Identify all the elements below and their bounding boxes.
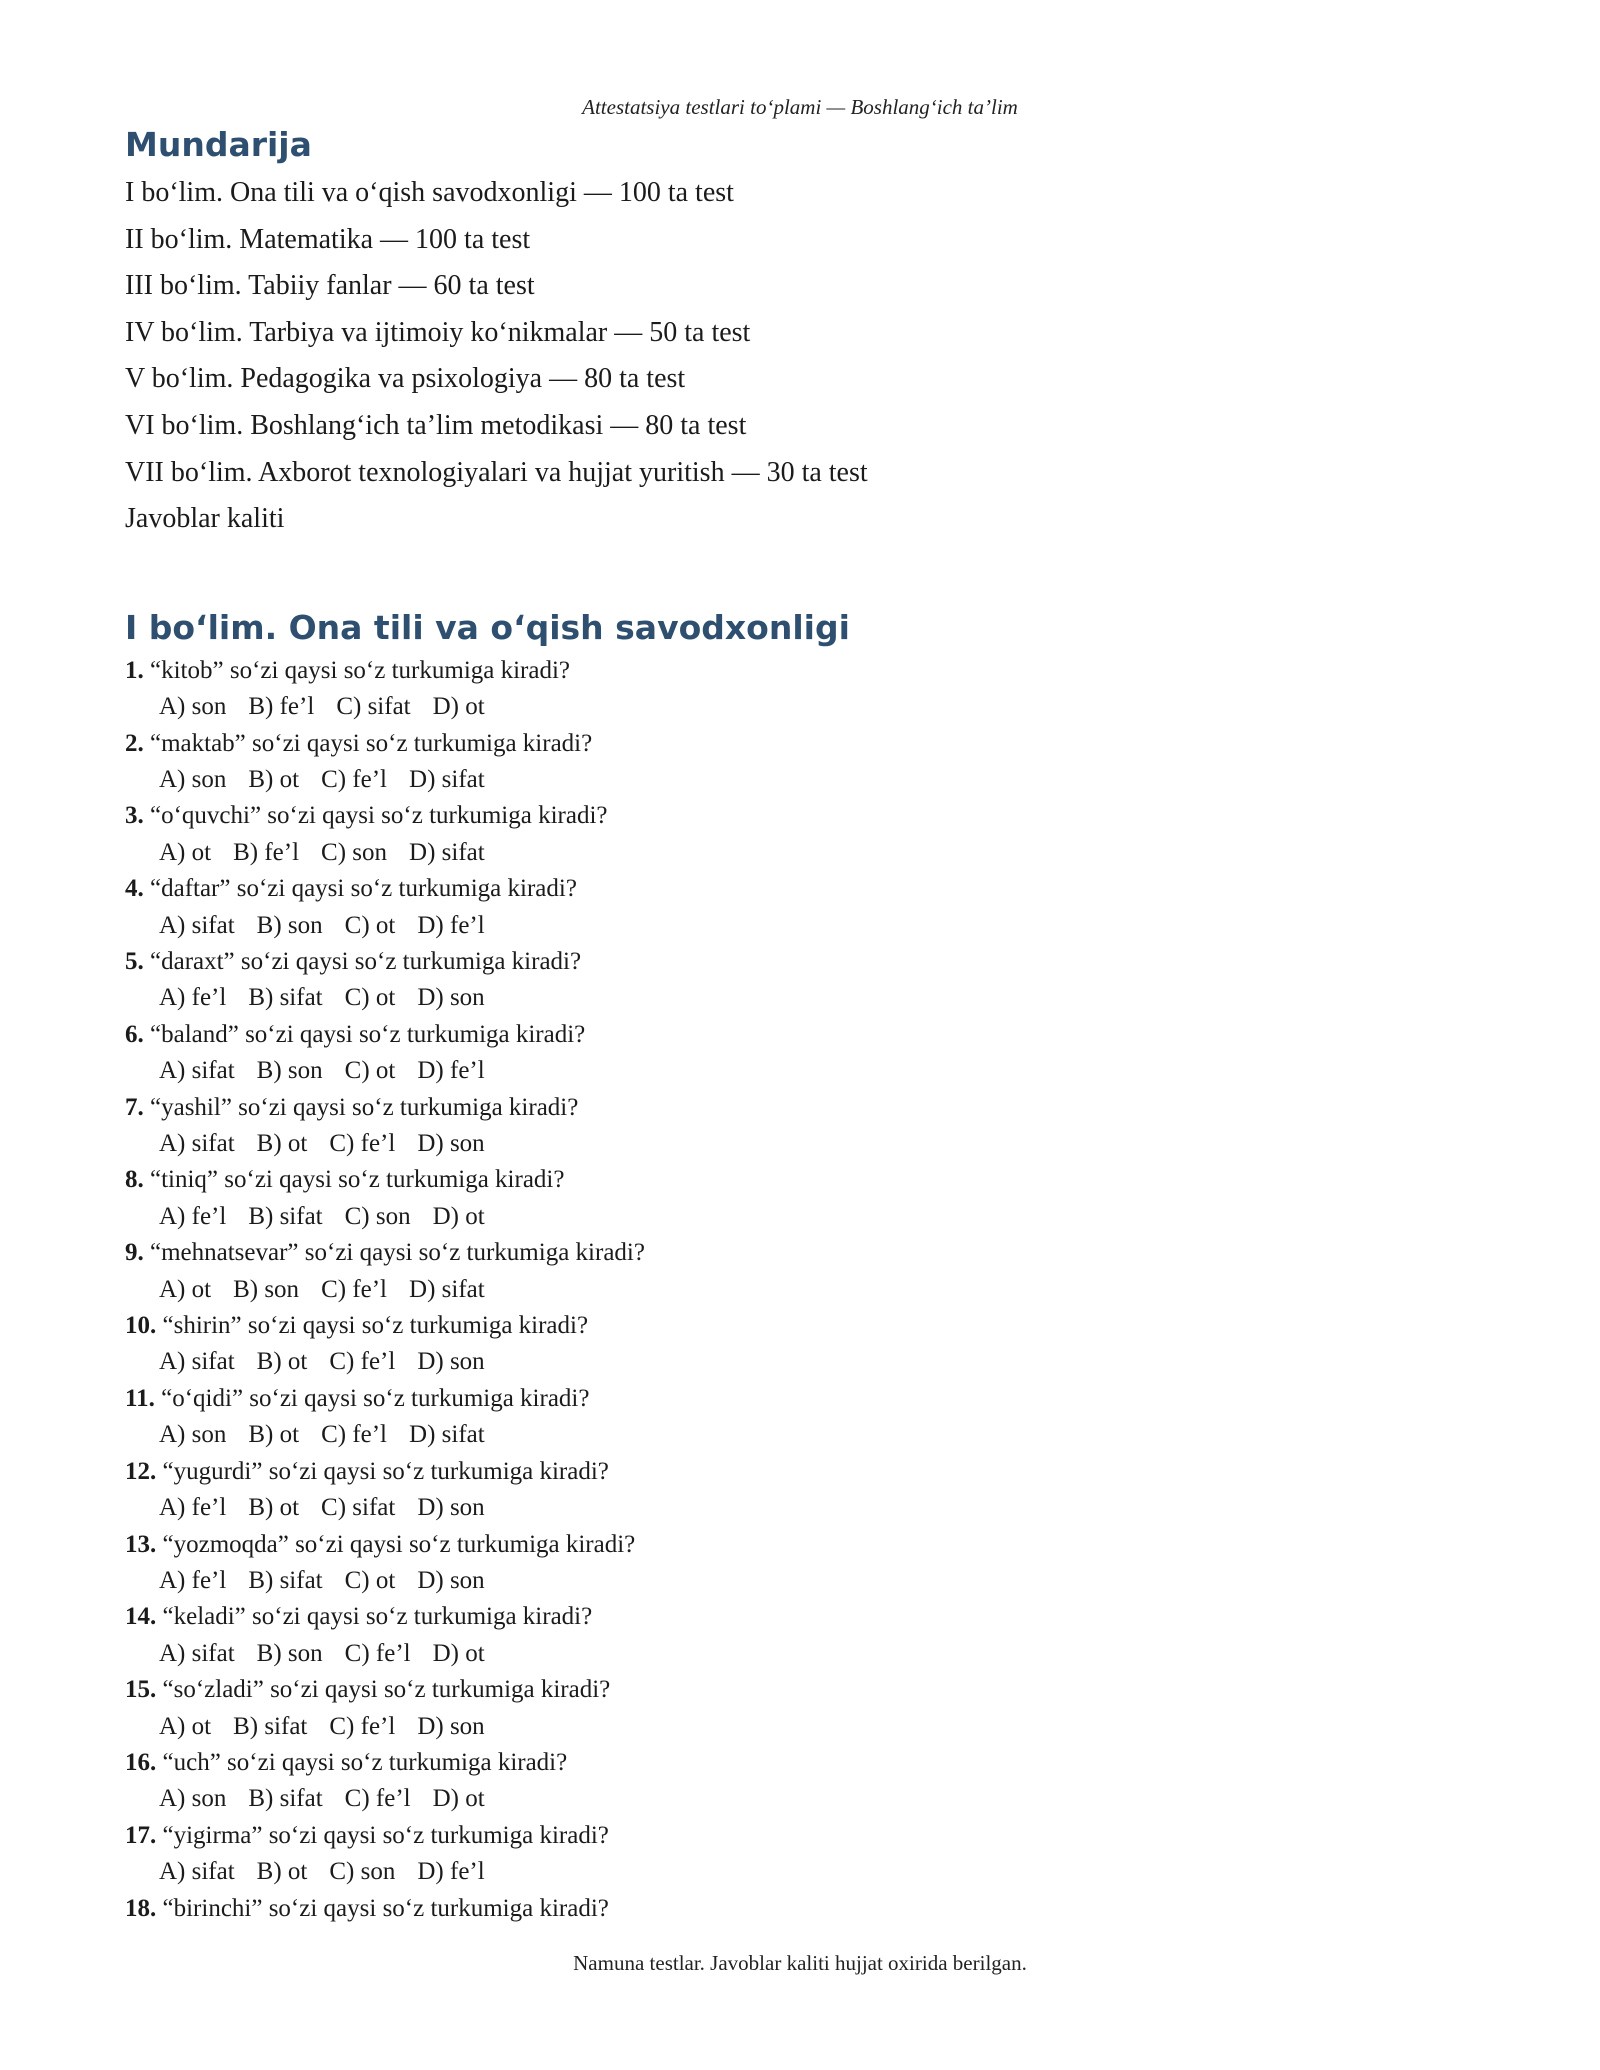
- answer-option: D) ot: [432, 1785, 485, 1813]
- answer-option: C) fe’l: [329, 1130, 396, 1158]
- question-item: [125, 726, 1475, 799]
- question-line: [125, 1381, 1475, 1417]
- running-footer: Namuna testlar. Javoblar kaliti hujjat oxirida berilgan.: [573, 1951, 1027, 1975]
- question-text: “yigirma” so‘zi qaysi so‘z turkumiga kiradi?: [162, 1821, 609, 1849]
- question-item: [125, 1599, 1475, 1672]
- question-line: [125, 1235, 1475, 1271]
- answer-option: C) ot: [344, 984, 396, 1012]
- running-header: Attestatsiya testlari to‘plami — Boshlang‘ich ta’lim: [582, 95, 1018, 119]
- question-number: 3.: [125, 802, 144, 830]
- toc-title: Mundarija: [125, 125, 312, 164]
- answer-options: [125, 1490, 1475, 1526]
- answer-option: D) fe’l: [417, 911, 485, 939]
- answer-option: A) sifat: [159, 1858, 235, 1886]
- answer-option: A) sifat: [159, 1639, 235, 1667]
- question-list: [125, 653, 1475, 1927]
- answer-options: [125, 1417, 1475, 1453]
- answer-options: [125, 908, 1475, 944]
- answer-option: D) son: [417, 1566, 485, 1594]
- question-line: [125, 944, 1475, 980]
- question-line: [125, 1818, 1475, 1854]
- answer-option: B) sifat: [233, 1712, 308, 1740]
- toc-item: IV bo‘lim. Tarbiya va ijtimoiy ko‘nikmalar — 50 ta test: [125, 316, 751, 348]
- answer-option: B) ot: [248, 1421, 300, 1449]
- answer-option: B) son: [256, 1057, 323, 1085]
- answer-option: B) ot: [256, 1130, 308, 1158]
- question-item: [125, 1745, 1475, 1818]
- question-text: “baland” so‘zi qaysi so‘z turkumiga kiradi?: [150, 1020, 586, 1048]
- question-line: [125, 1454, 1475, 1490]
- answer-option: B) son: [233, 1275, 300, 1303]
- answer-option: B) sifat: [248, 984, 323, 1012]
- question-line: [125, 1527, 1475, 1563]
- question-number: 7.: [125, 1093, 144, 1121]
- answer-options: [125, 980, 1475, 1016]
- answer-option: D) son: [417, 1348, 485, 1376]
- question-text: “maktab” so‘zi qaysi so‘z turkumiga kiradi?: [150, 729, 593, 757]
- question-line: [125, 653, 1475, 689]
- question-item: [125, 871, 1475, 944]
- answer-option: C) ot: [344, 911, 396, 939]
- answer-option: A) son: [159, 765, 227, 793]
- question-number: 17.: [125, 1821, 157, 1849]
- question-number: 5.: [125, 948, 144, 975]
- answer-options: [125, 1126, 1475, 1162]
- answer-options: [125, 1781, 1475, 1817]
- answer-option: A) ot: [159, 838, 212, 866]
- answer-option: C) son: [329, 1858, 396, 1886]
- question-line: [125, 1162, 1475, 1198]
- question-text: “yashil” so‘zi qaysi so‘z turkumiga kiradi?: [150, 1093, 579, 1121]
- question-number: 12.: [125, 1457, 157, 1485]
- answer-option: D) fe’l: [417, 1057, 485, 1085]
- answer-option: C) fe’l: [344, 1785, 411, 1813]
- answer-option: D) ot: [432, 693, 485, 721]
- answer-option: C) fe’l: [321, 765, 388, 793]
- question-number: 8.: [125, 1166, 144, 1194]
- answer-option: C) sifat: [336, 693, 411, 721]
- question-text: “yugurdi” so‘zi qaysi so‘z turkumiga kiradi?: [162, 1457, 609, 1485]
- question-item: [125, 1308, 1475, 1381]
- answer-option: A) sifat: [159, 1348, 235, 1376]
- answer-option: A) son: [159, 1421, 227, 1449]
- answer-option: A) ot: [159, 1275, 212, 1303]
- question-item: [125, 1891, 1475, 1927]
- question-line: [125, 1891, 1475, 1927]
- question-number: 9.: [125, 1239, 144, 1267]
- question-line: [125, 1672, 1475, 1708]
- answer-option: A) ot: [159, 1712, 212, 1740]
- question-text: “birinchi” so‘zi qaysi so‘z turkumiga kiradi?: [162, 1894, 609, 1922]
- answer-option: D) sifat: [409, 838, 485, 866]
- question-number: 4.: [125, 875, 144, 903]
- question-number: 6.: [125, 1020, 144, 1048]
- toc-item: VII bo‘lim. Axborot texnologiyalari va hujjat yuritish — 30 ta test: [125, 456, 868, 488]
- question-text: “daraxt” so‘zi qaysi so‘z turkumiga kiradi?: [150, 948, 582, 975]
- answer-options: [125, 762, 1475, 798]
- answer-option: A) sifat: [159, 911, 235, 939]
- answer-option: B) son: [256, 1639, 323, 1667]
- answer-option: B) sifat: [248, 1785, 323, 1813]
- answer-option: D) son: [417, 1712, 485, 1740]
- question-text: “kitob” so‘zi qaysi so‘z turkumiga kiradi?: [150, 656, 571, 684]
- question-text: “o‘qidi” so‘zi qaysi so‘z turkumiga kiradi?: [161, 1384, 590, 1412]
- answer-option: A) sifat: [159, 1057, 235, 1085]
- toc-item: V bo‘lim. Pedagogika va psixologiya — 80 ta test: [125, 363, 686, 395]
- question-item: [125, 798, 1475, 871]
- question-number: 16.: [125, 1748, 157, 1776]
- answer-options: [125, 1563, 1475, 1599]
- answer-option: A) fe’l: [159, 1494, 227, 1522]
- question-text: “so‘zladi” so‘zi qaysi so‘z turkumiga kiradi?: [162, 1676, 611, 1704]
- question-line: [125, 1599, 1475, 1635]
- question-line: [125, 1090, 1475, 1126]
- question-line: [125, 1745, 1475, 1781]
- answer-options: [125, 1272, 1475, 1308]
- question-number: 15.: [125, 1676, 157, 1704]
- answer-option: A) fe’l: [159, 1566, 227, 1594]
- question-text: “mehnatsevar” so‘zi qaysi so‘z turkumiga kiradi?: [150, 1239, 645, 1267]
- question-item: [125, 944, 1475, 1017]
- question-item: [125, 1818, 1475, 1891]
- answer-option: A) sifat: [159, 1130, 235, 1158]
- document-body: [125, 120, 1475, 1927]
- answer-option: C) son: [321, 838, 388, 866]
- answer-option: D) son: [417, 984, 485, 1012]
- answer-option: C) ot: [344, 1566, 396, 1594]
- toc-item: Javoblar kaliti: [125, 503, 285, 535]
- answer-options: [125, 1053, 1475, 1089]
- question-item: [125, 1017, 1475, 1090]
- question-line: [125, 871, 1475, 907]
- question-line: [125, 726, 1475, 762]
- answer-option: C) ot: [344, 1057, 396, 1085]
- answer-option: B) ot: [248, 1494, 300, 1522]
- answer-options: [125, 1344, 1475, 1380]
- answer-option: C) fe’l: [329, 1712, 396, 1740]
- answer-option: D) fe’l: [417, 1858, 485, 1886]
- answer-option: B) ot: [256, 1858, 308, 1886]
- answer-option: B) sifat: [248, 1202, 323, 1230]
- toc-list: [125, 170, 1475, 543]
- question-number: 1.: [125, 656, 144, 684]
- answer-option: B) son: [256, 911, 323, 939]
- question-item: [125, 1454, 1475, 1527]
- answer-option: C) son: [344, 1202, 411, 1230]
- answer-option: B) sifat: [248, 1566, 323, 1594]
- answer-option: B) fe’l: [233, 838, 300, 866]
- answer-option: D) son: [417, 1130, 485, 1158]
- question-text: “uch” so‘zi qaysi so‘z turkumiga kiradi?: [162, 1748, 568, 1776]
- answer-option: D) son: [417, 1494, 485, 1522]
- question-number: 2.: [125, 729, 144, 757]
- answer-option: D) sifat: [409, 1275, 485, 1303]
- question-line: [125, 1017, 1475, 1053]
- answer-option: B) fe’l: [248, 693, 315, 721]
- question-number: 13.: [125, 1530, 157, 1558]
- toc-item: I bo‘lim. Ona tili va o‘qish savodxonligi — 100 ta test: [125, 177, 734, 208]
- answer-option: D) sifat: [409, 765, 485, 793]
- answer-option: C) fe’l: [344, 1639, 411, 1667]
- answer-option: D) ot: [432, 1202, 485, 1230]
- question-item: [125, 1090, 1475, 1163]
- question-item: [125, 1381, 1475, 1454]
- answer-options: [125, 1199, 1475, 1235]
- question-item: [125, 1162, 1475, 1235]
- answer-option: A) son: [159, 693, 227, 721]
- question-text: “o‘quvchi” so‘zi qaysi so‘z turkumiga kiradi?: [150, 802, 608, 830]
- question-line: [125, 1308, 1475, 1344]
- answer-options: [125, 1854, 1475, 1890]
- question-item: [125, 1672, 1475, 1745]
- question-text: “daftar” so‘zi qaysi so‘z turkumiga kiradi?: [150, 875, 577, 903]
- question-text: “keladi” so‘zi qaysi so‘z turkumiga kiradi?: [162, 1603, 593, 1631]
- answer-option: C) sifat: [321, 1494, 396, 1522]
- answer-options: [125, 1709, 1475, 1745]
- question-number: 14.: [125, 1603, 157, 1631]
- answer-option: B) ot: [248, 765, 300, 793]
- answer-option: B) ot: [256, 1348, 308, 1376]
- question-text: “shirin” so‘zi qaysi so‘z turkumiga kiradi?: [162, 1312, 589, 1340]
- question-text: “tiniq” so‘zi qaysi so‘z turkumiga kiradi?: [150, 1166, 565, 1194]
- question-number: 11.: [125, 1384, 155, 1412]
- answer-option: C) fe’l: [329, 1348, 396, 1376]
- question-number: 18.: [125, 1894, 157, 1922]
- answer-options: [125, 689, 1475, 725]
- toc-item: VI bo‘lim. Boshlang‘ich ta’lim metodikasi — 80 ta test: [125, 409, 747, 441]
- section-title: I bo‘lim. Ona tili va o‘qish savodxonligi: [125, 607, 850, 647]
- question-line: [125, 798, 1475, 834]
- question-text: “yozmoqda” so‘zi qaysi so‘z turkumiga kiradi?: [162, 1530, 636, 1558]
- question-item: [125, 1235, 1475, 1308]
- answer-option: D) sifat: [409, 1421, 485, 1449]
- answer-options: [125, 1636, 1475, 1672]
- question-item: [125, 1527, 1475, 1600]
- toc-item: III bo‘lim. Tabiiy fanlar — 60 ta test: [125, 270, 535, 302]
- answer-option: D) ot: [432, 1639, 485, 1667]
- answer-option: C) fe’l: [321, 1421, 388, 1449]
- answer-option: A) fe’l: [159, 1202, 227, 1230]
- answer-option: C) fe’l: [321, 1275, 388, 1303]
- answer-option: A) fe’l: [159, 984, 227, 1012]
- answer-option: A) son: [159, 1785, 227, 1813]
- question-item: [125, 653, 1475, 726]
- answer-options: [125, 835, 1475, 871]
- question-number: 10.: [125, 1312, 157, 1340]
- toc-item: II bo‘lim. Matematika — 100 ta test: [125, 223, 531, 255]
